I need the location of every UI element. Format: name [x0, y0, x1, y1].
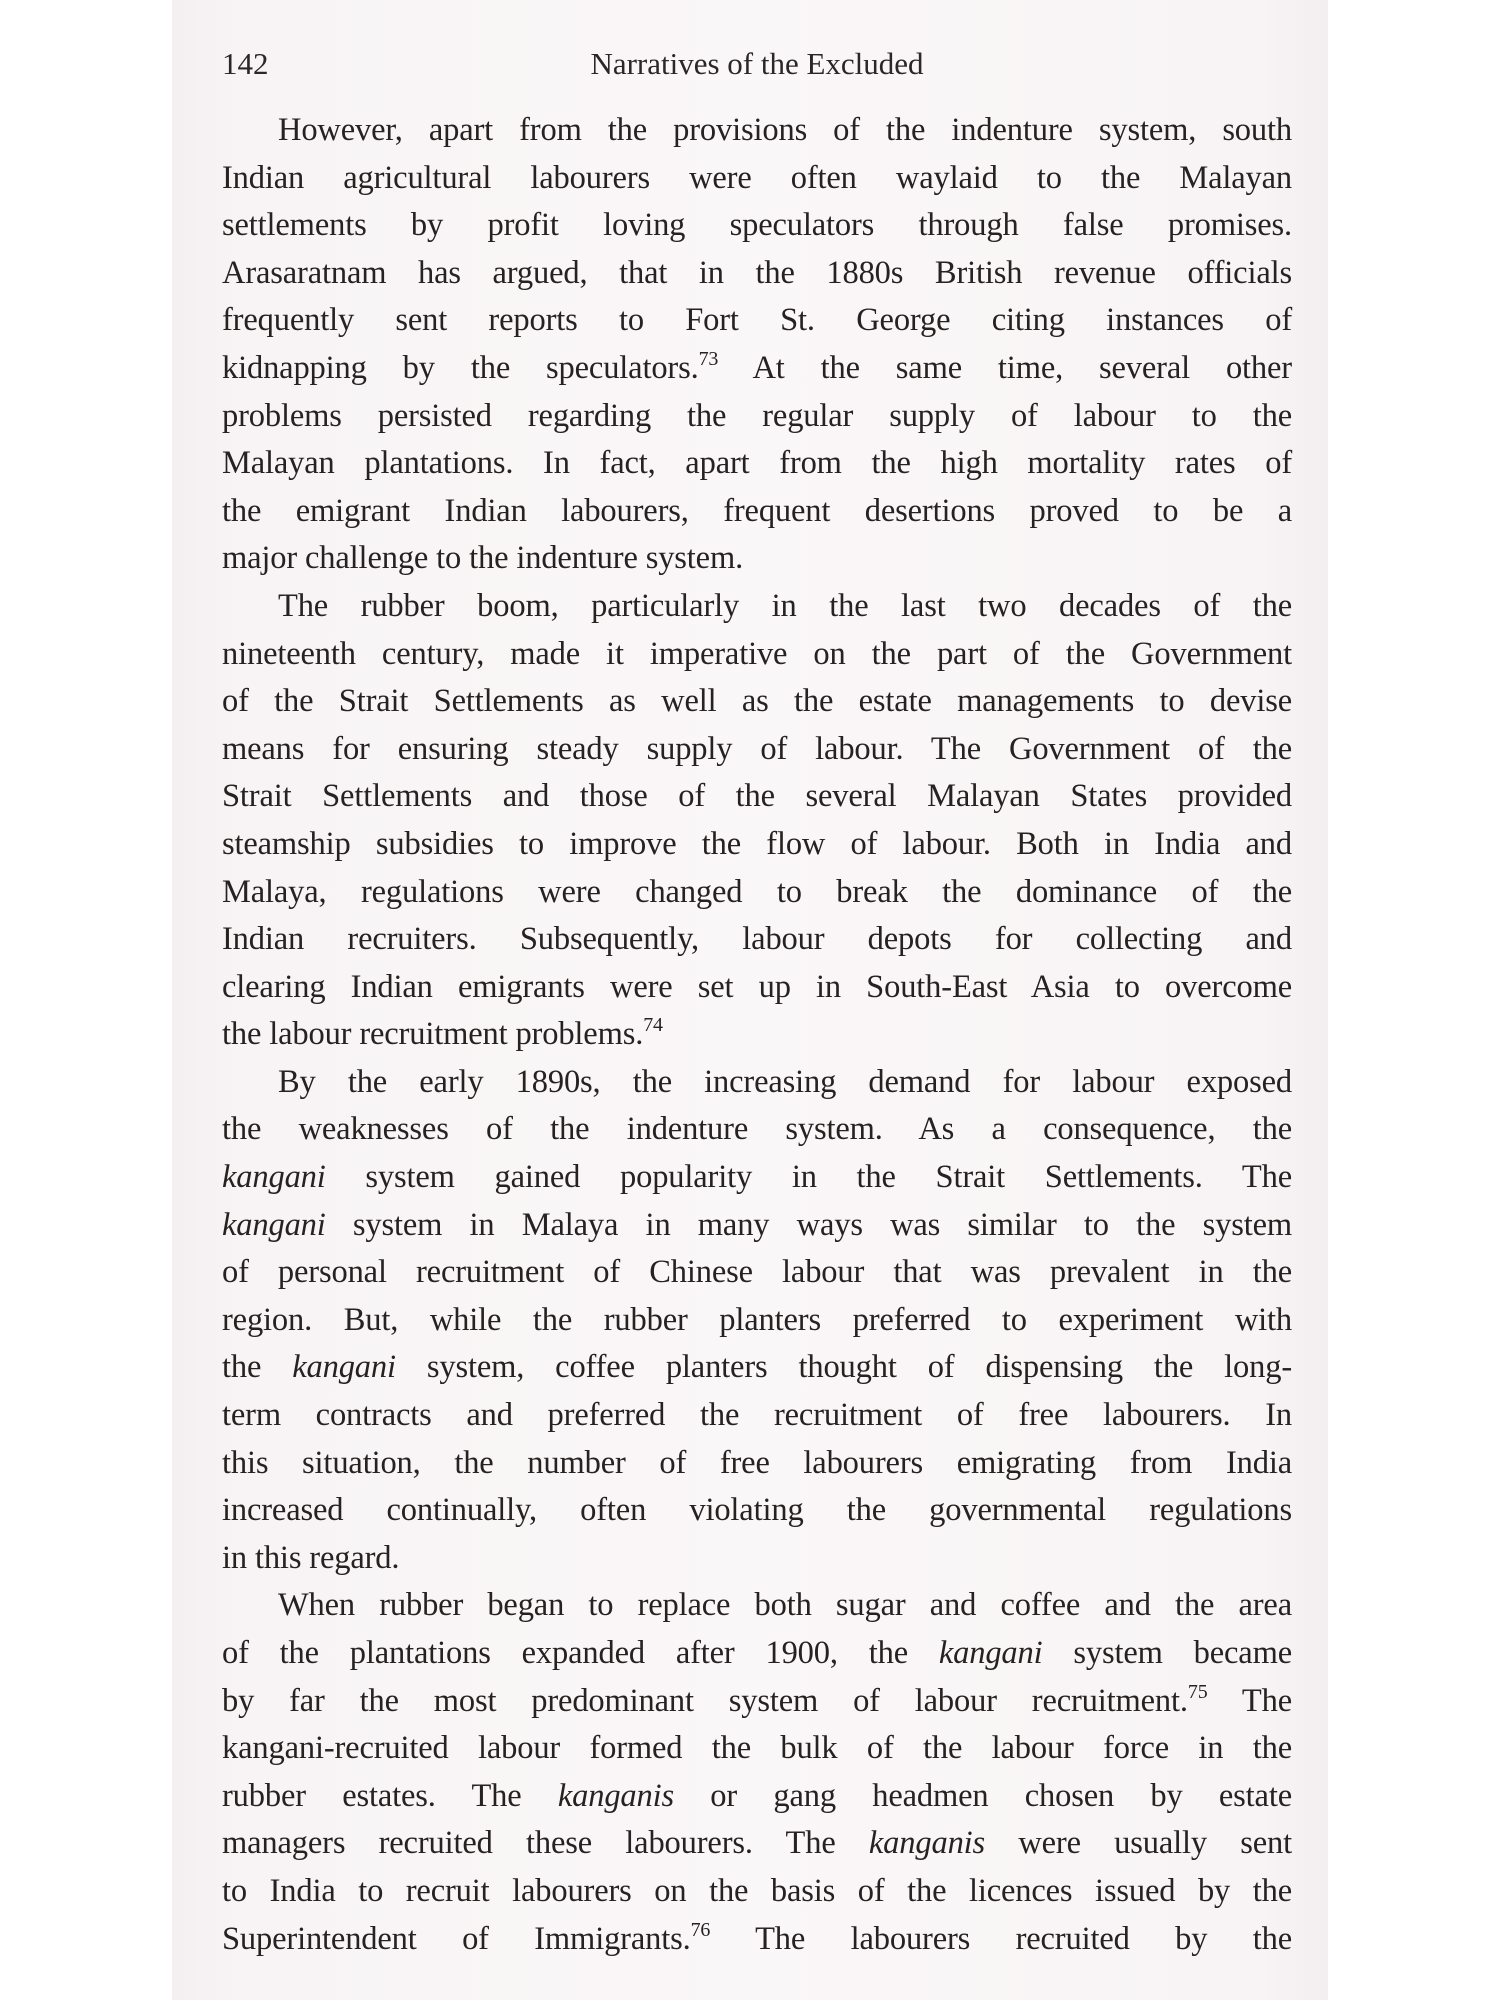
text-line: [222, 1392, 1292, 1440]
text-line: [222, 488, 1292, 536]
text-line: [222, 678, 1292, 726]
text-span: of personal recruitment of Chinese labour that was prevalent in the: [222, 1254, 1292, 1291]
text-span: region. But, while the rubber planters preferred to experiment with: [222, 1301, 1292, 1338]
paragraph: [222, 107, 1292, 583]
text-span: At the same time, several other: [718, 349, 1292, 386]
text-span: system, coffee planters thought of dispensing the long-: [395, 1349, 1293, 1386]
page-number: 142: [222, 46, 269, 81]
text-span: of the Strait Settlements as well as the estate managements to devise: [222, 683, 1292, 720]
footnote-marker: 74: [643, 1014, 663, 1037]
text-span: Indian recruiters. Subsequently, labour depots for collecting and: [222, 921, 1292, 958]
text-span: frequently sent reports to Fort St. George citing instances of: [222, 302, 1292, 339]
text-span: Arasaratnam has argued, that in the 1880s British revenue officials: [222, 254, 1292, 291]
italic-term: kangani: [222, 1159, 326, 1196]
italic-term: kangani: [292, 1349, 396, 1386]
text-line: [222, 1059, 1292, 1107]
text-span: the emigrant Indian labourers, frequent desertions proved to be a: [222, 492, 1292, 529]
text-span: The rubber boom, particularly in the last two decades of the: [278, 587, 1292, 624]
text-line: [222, 1916, 1292, 1964]
text-span: Strait Settlements and those of the several Malayan States provided: [222, 778, 1292, 815]
text-line: [222, 297, 1292, 345]
italic-term: kangani: [222, 1206, 326, 1243]
footnote-marker: 73: [698, 347, 719, 370]
text-span: or gang headmen chosen by estate: [674, 1777, 1292, 1814]
text-span: Malayan plantations. In fact, apart from the high mortality rates of: [222, 445, 1292, 482]
text-line: [222, 726, 1292, 774]
text-span: the labour recruitment problems.: [222, 1016, 644, 1053]
text-line: [222, 1773, 1292, 1821]
text-span: The labourers recruited by the: [710, 1920, 1292, 1957]
text-line: [222, 1582, 1292, 1630]
text-line: [222, 1678, 1292, 1726]
text-line: [222, 1297, 1292, 1345]
text-line: [222, 583, 1292, 631]
text-span: steamship subsidies to improve the flow of labour. Both in India and: [222, 825, 1292, 862]
text-line: [222, 1535, 1292, 1583]
text-line: [222, 250, 1292, 298]
text-span: Indian agricultural labourers were often waylaid to the Malayan: [222, 159, 1292, 196]
text-span: means for ensuring steady supply of labour. The Government of the: [222, 730, 1292, 767]
text-span: the weaknesses of the indenture system. As a consequence, the: [222, 1111, 1292, 1148]
paragraph: [222, 1059, 1292, 1583]
italic-term: kanganis: [557, 1777, 674, 1814]
text-line: [222, 202, 1292, 250]
text-line: [222, 1344, 1292, 1392]
text-span: of the plantations expanded after 1900, the: [222, 1635, 939, 1671]
text-span: Superintendent of Immigrants.: [222, 1920, 691, 1957]
text-line: [222, 1440, 1292, 1488]
italic-term: kangani: [938, 1635, 1043, 1671]
running-title: Narratives of the Excluded: [590, 46, 924, 81]
text-line: [222, 535, 1292, 583]
text-line: [222, 1725, 1292, 1773]
paragraph: [222, 1582, 1292, 1963]
text-span: rubber estates. The: [222, 1777, 558, 1814]
body-text: [222, 107, 1292, 1963]
text-span: By the early 1890s, the increasing demand for labour exposed: [278, 1063, 1292, 1100]
text-line: [222, 155, 1292, 203]
text-span: The: [1207, 1682, 1292, 1719]
text-line: [222, 1630, 1292, 1678]
text-span: When rubber began to replace both sugar and coffee and the area: [278, 1587, 1292, 1624]
footnote-marker: 76: [690, 1918, 711, 1941]
text-span: kidnapping by the speculators.: [222, 349, 699, 386]
text-line: [222, 1202, 1292, 1250]
text-span: system gained popularity in the Strait Settlements. The: [325, 1159, 1292, 1196]
text-line: [222, 1868, 1292, 1916]
text-line: [222, 1154, 1292, 1202]
text-span: were usually sent: [985, 1825, 1292, 1862]
text-line: [222, 964, 1292, 1012]
text-span: clearing Indian emigrants were set up in South-East Asia to overcome: [222, 968, 1292, 1005]
text-span: by far the most predominant system of labour recruitment.: [222, 1682, 1188, 1719]
text-span: kangani-recruited labour formed the bulk of the labour force in the: [222, 1730, 1292, 1767]
text-span: system in Malaya in many ways was similar to the system: [325, 1206, 1292, 1243]
page-header: [222, 42, 1292, 86]
text-line: [222, 1820, 1292, 1868]
text-line: [222, 1487, 1292, 1535]
text-line: [222, 440, 1292, 488]
paragraph: [222, 583, 1292, 1059]
text-span: nineteenth century, made it imperative on the part of the Government: [222, 635, 1292, 672]
text-line: [222, 345, 1292, 393]
text-span: However, apart from the provisions of the indenture system, south: [278, 112, 1292, 148]
text-span: managers recruited these labourers. The: [222, 1825, 869, 1862]
text-span: to India to recruit labourers on the basis of the licences issued by the: [222, 1872, 1292, 1909]
text-span: settlements by profit loving speculators through false promises.: [222, 207, 1292, 244]
text-span: problems persisted regarding the regular supply of labour to the: [222, 397, 1292, 434]
text-span: this situation, the number of free labourers emigrating from India: [222, 1444, 1292, 1481]
text-line: [222, 393, 1292, 441]
text-span: increased continually, often violating the governmental regulations: [222, 1492, 1292, 1529]
text-line: [222, 1106, 1292, 1154]
text-line: [222, 107, 1292, 155]
text-span: term contracts and preferred the recruitment of free labourers. In: [222, 1397, 1292, 1434]
text-span: in this regard.: [222, 1539, 400, 1576]
text-span: Malaya, regulations were changed to break the dominance of the: [222, 873, 1292, 910]
text-line: [222, 773, 1292, 821]
italic-term: kanganis: [868, 1825, 986, 1862]
text-line: [222, 821, 1292, 869]
text-line: [222, 1249, 1292, 1297]
text-span: system became: [1042, 1635, 1292, 1671]
text-line: [222, 869, 1292, 917]
text-line: [222, 916, 1292, 964]
footnote-marker: 75: [1187, 1680, 1208, 1703]
text-span: the: [222, 1349, 293, 1386]
text-line: [222, 1011, 1292, 1059]
text-span: major challenge to the indenture system.: [222, 540, 744, 577]
text-line: [222, 631, 1292, 679]
